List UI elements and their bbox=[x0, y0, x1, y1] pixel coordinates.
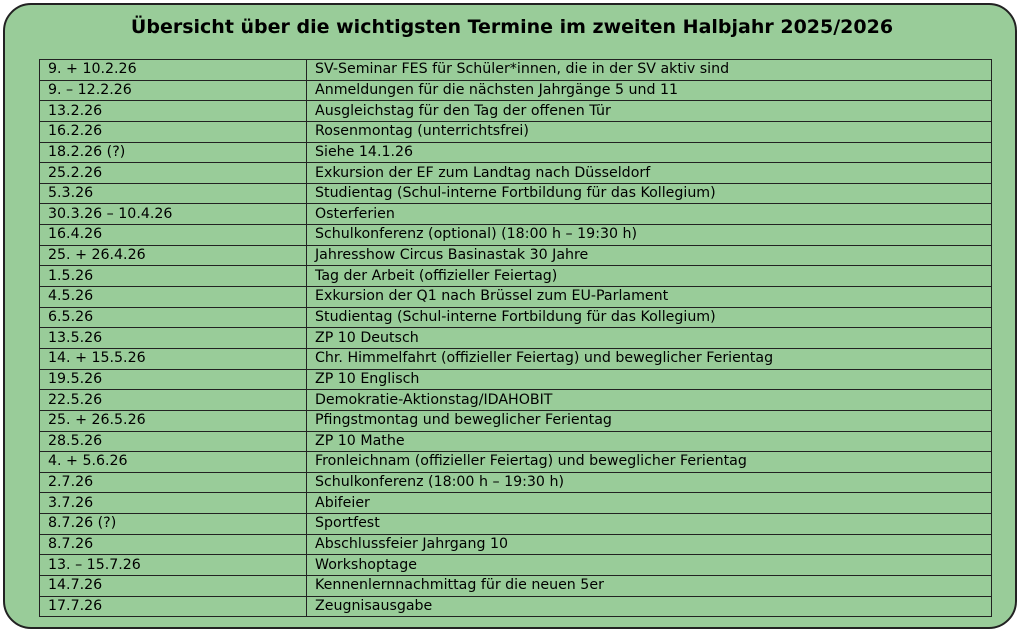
date-cell: 14. + 15.5.26 bbox=[40, 348, 307, 369]
event-cell: Siehe 14.1.26 bbox=[307, 142, 992, 163]
date-cell: 9. + 10.2.26 bbox=[40, 60, 307, 81]
table-row bbox=[40, 80, 992, 101]
date-cell: 9. – 12.2.26 bbox=[40, 80, 307, 101]
event-cell: Ausgleichstag für den Tag der offenen Tür bbox=[307, 101, 992, 122]
event-cell: Chr. Himmelfahrt (offizieller Feiertag) und beweglicher Ferientag bbox=[307, 348, 992, 369]
date-cell: 28.5.26 bbox=[40, 431, 307, 452]
event-cell: Schulkonferenz (18:00 h – 19:30 h) bbox=[307, 472, 992, 493]
date-cell: 8.7.26 (?) bbox=[40, 514, 307, 535]
event-cell: Fronleichnam (offizieller Feiertag) und beweglicher Ferientag bbox=[307, 452, 992, 473]
table-row bbox=[40, 225, 992, 246]
event-cell: Zeugnisausgabe bbox=[307, 596, 992, 617]
table-row bbox=[40, 431, 992, 452]
date-cell: 8.7.26 bbox=[40, 534, 307, 555]
date-cell: 22.5.26 bbox=[40, 390, 307, 411]
event-cell: Osterferien bbox=[307, 204, 992, 225]
event-cell: Studientag (Schul-interne Fortbildung für das Kollegium) bbox=[307, 183, 992, 204]
table-row bbox=[40, 576, 992, 597]
date-cell: 4. + 5.6.26 bbox=[40, 452, 307, 473]
event-cell: Rosenmontag (unterrichtsfrei) bbox=[307, 121, 992, 142]
event-cell: SV-Seminar FES für Schüler*innen, die in der SV aktiv sind bbox=[307, 60, 992, 81]
date-cell: 25. + 26.4.26 bbox=[40, 245, 307, 266]
event-cell: Pfingstmontag und beweglicher Ferientag bbox=[307, 410, 992, 431]
event-cell: Exkursion der Q1 nach Brüssel zum EU-Parlament bbox=[307, 287, 992, 308]
table-row bbox=[40, 328, 992, 349]
date-cell: 4.5.26 bbox=[40, 287, 307, 308]
table-row bbox=[40, 369, 992, 390]
date-cell: 18.2.26 (?) bbox=[40, 142, 307, 163]
table-row bbox=[40, 472, 992, 493]
event-cell: ZP 10 Mathe bbox=[307, 431, 992, 452]
date-cell: 25.2.26 bbox=[40, 163, 307, 184]
date-cell: 6.5.26 bbox=[40, 307, 307, 328]
event-cell: Kennenlernnachmittag für die neuen 5er bbox=[307, 576, 992, 597]
event-cell: Jahresshow Circus Basinastak 30 Jahre bbox=[307, 245, 992, 266]
date-cell: 19.5.26 bbox=[40, 369, 307, 390]
table-row bbox=[40, 390, 992, 411]
event-cell: Demokratie-Aktionstag/IDAHOBIT bbox=[307, 390, 992, 411]
table-row bbox=[40, 204, 992, 225]
date-cell: 14.7.26 bbox=[40, 576, 307, 597]
table-row bbox=[40, 245, 992, 266]
table-row bbox=[40, 307, 992, 328]
date-cell: 13.2.26 bbox=[40, 101, 307, 122]
event-cell: Abschlussfeier Jahrgang 10 bbox=[307, 534, 992, 555]
table-row bbox=[40, 101, 992, 122]
table-row bbox=[40, 555, 992, 576]
table-row bbox=[40, 121, 992, 142]
table-row bbox=[40, 596, 992, 617]
date-cell: 16.2.26 bbox=[40, 121, 307, 142]
page-title: Übersicht über die wichtigsten Termine im zweiten Halbjahr 2025/2026 bbox=[130, 16, 894, 38]
date-cell: 25. + 26.5.26 bbox=[40, 410, 307, 431]
schedule-table bbox=[39, 59, 992, 617]
date-cell: 17.7.26 bbox=[40, 596, 307, 617]
event-cell: Exkursion der EF zum Landtag nach Düsseldorf bbox=[307, 163, 992, 184]
table-row bbox=[40, 142, 992, 163]
schedule-table-body bbox=[40, 60, 992, 617]
table-row bbox=[40, 287, 992, 308]
table-row bbox=[40, 60, 992, 81]
event-cell: Workshoptage bbox=[307, 555, 992, 576]
table-row bbox=[40, 493, 992, 514]
date-cell: 30.3.26 – 10.4.26 bbox=[40, 204, 307, 225]
table-row bbox=[40, 163, 992, 184]
date-cell: 2.7.26 bbox=[40, 472, 307, 493]
event-cell: Tag der Arbeit (offizieller Feiertag) bbox=[307, 266, 992, 287]
event-cell: Abifeier bbox=[307, 493, 992, 514]
event-cell: ZP 10 Englisch bbox=[307, 369, 992, 390]
table-row bbox=[40, 266, 992, 287]
date-cell: 13.5.26 bbox=[40, 328, 307, 349]
date-cell: 1.5.26 bbox=[40, 266, 307, 287]
event-cell: Anmeldungen für die nächsten Jahrgänge 5 und 11 bbox=[307, 80, 992, 101]
table-row bbox=[40, 514, 992, 535]
date-cell: 13. – 15.7.26 bbox=[40, 555, 307, 576]
event-cell: Studientag (Schul-interne Fortbildung für das Kollegium) bbox=[307, 307, 992, 328]
table-row bbox=[40, 452, 992, 473]
date-cell: 3.7.26 bbox=[40, 493, 307, 514]
table-row bbox=[40, 410, 992, 431]
schedule-card bbox=[3, 3, 1017, 629]
date-cell: 5.3.26 bbox=[40, 183, 307, 204]
table-row bbox=[40, 183, 992, 204]
date-cell: 16.4.26 bbox=[40, 225, 307, 246]
table-row bbox=[40, 348, 992, 369]
table-row bbox=[40, 534, 992, 555]
event-cell: ZP 10 Deutsch bbox=[307, 328, 992, 349]
event-cell: Schulkonferenz (optional) (18:00 h – 19:30 h) bbox=[307, 225, 992, 246]
event-cell: Sportfest bbox=[307, 514, 992, 535]
